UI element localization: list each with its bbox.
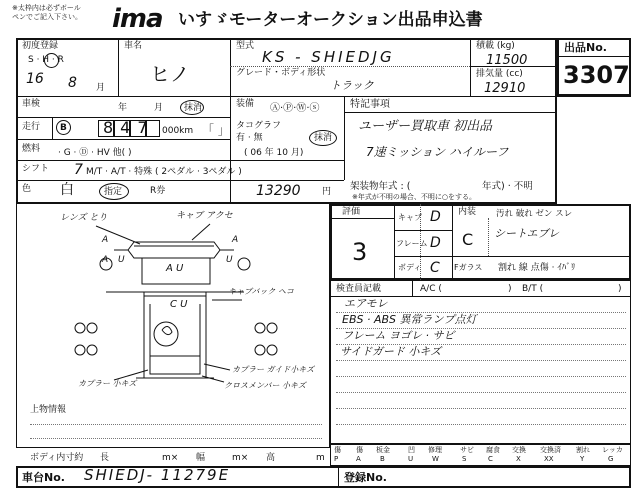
inspection-status: 抹消 [184,103,203,113]
mileage-unit: 000km [162,126,194,136]
frame-label: フレーム [396,239,428,248]
chassis-value: SHIEDJ- 11279E [84,466,231,484]
equipment-options: Ⓐ·Ⓟ·Ⓦ·ⓢ [270,103,320,114]
capacity-value: 11500 [486,53,528,68]
remark-4: サイドガード 小キズ [340,345,442,358]
tacho-status: 抹消 [314,133,333,143]
glass-options: 割れ 線 点傷 · ｲﾊﾞﾘ [498,263,576,273]
notes-line-2: 7速ミッション ハイルーフ [366,145,509,159]
era-h-circle [44,53,59,68]
label-cu: C U [170,299,188,310]
color-label: 色 [22,184,32,194]
year-suffix: 年式) · 不明 [482,181,533,192]
era-options: S · H · R [28,55,64,65]
frame-value: D [430,235,441,251]
year-label: 架装物年式 : ( [350,181,411,192]
car-name-label: 車名 [124,41,143,51]
annotation-lens: レンズ とり [60,213,108,223]
header-note: ※太枠内は必ずボールペンでご記入下さい。 [12,4,82,21]
annotation-coupler-1: カプラー 小キズ [78,379,137,388]
remark-3: フレーム ヨゴレ · サビ [342,329,455,342]
mileage-value: 847 [103,118,155,137]
lot-number: 3307 [563,61,630,89]
equipment-label: 装備 [236,99,255,109]
form-title: いすゞモーターオークション出品申込書 [178,10,483,30]
color-status: 指定 [104,187,123,197]
bt-label: B/T ( [522,284,544,294]
model-value: KS - SHIEDJG [262,48,395,66]
body-label: ボディ [398,263,422,272]
score-label: 評価 [342,207,361,217]
first-reg-year: 16 [26,71,44,87]
shift-label: シフト [22,164,50,174]
first-reg-label: 初度登録 [22,41,59,51]
fuel-options: · G · Ⓓ · HV 他( ) [58,148,132,158]
year-note: ※年式が不明の場合、不明に○をする。 [352,193,476,201]
displacement-value: 12910 [484,81,526,96]
interior-label: 内装 [458,207,477,217]
interior-note: シートエブレ [494,227,560,240]
annotation-cab: キャブ アクセ [176,211,233,221]
model-label: 型式 [236,41,255,51]
grade-label: グレード・ボディ形状 [236,68,326,78]
mileage-mark: B [60,123,67,133]
notes-label: 特記事項 [350,99,390,110]
car-name-value: ヒノ [150,62,190,86]
remark-2: EBS · ABS 異常ランプ点灯 [342,313,477,326]
first-reg-month: 8 [68,75,77,91]
shift-options: M/T · A/T · 特殊 ( 2ペダル · 3ペダル ) [86,167,242,177]
mileage-label: 走行 [22,122,41,132]
ima-logo: ima [112,4,163,34]
annotation-cab-back: キャブバック ヘコ [228,287,294,296]
annotation-coupler-2: カプラー ガイド小キズ [232,365,315,374]
color-value: 白 [60,182,74,198]
glass-label: Fガラス [454,263,483,272]
cab-value: D [430,209,441,225]
interior-options: 汚れ 破れ ゼン スレ [496,209,573,219]
fuel-label: 燃料 [22,144,41,154]
upper-info-label: 上物情報 [30,405,67,415]
notes-line-1: ユーザー買取車 初出品 [358,119,493,134]
lot-label: 出品No. [564,41,607,54]
tacho-date: ( 06 年 10 月) [244,148,304,158]
inspection-status-circle [180,100,204,115]
annotation-crossmember: クロスメンバー 小キズ [224,381,306,390]
capacity-label: 積載 (kg) [476,41,515,51]
ac-label: A/C ( [420,284,442,294]
inspector-label: 検査員記載 [336,284,382,294]
score-value: 3 [352,238,368,266]
inspection-label: 車検 [22,99,41,109]
interior-value: C [462,230,474,249]
chassis-label: 車台No. [22,471,65,484]
body-value: C [430,260,440,276]
tacho-label: タコグラフ [236,121,282,131]
grade-value: トラック [330,79,374,92]
r-label: R券 [150,186,166,196]
displacement-label: 排気量 (cc) [476,69,523,79]
body-dims-label: ボディ内寸約 [30,453,84,463]
label-au: A U [166,263,184,274]
r-value: 13290 [256,183,301,199]
cab-label: キャブ [398,213,422,222]
tacho-options: 有 · 無 [236,133,263,143]
remark-1: エアモレ [344,297,388,310]
shift-value: 7 [74,162,83,178]
r-unit: 円 [322,187,332,197]
reg-label: 登録No. [344,471,387,484]
